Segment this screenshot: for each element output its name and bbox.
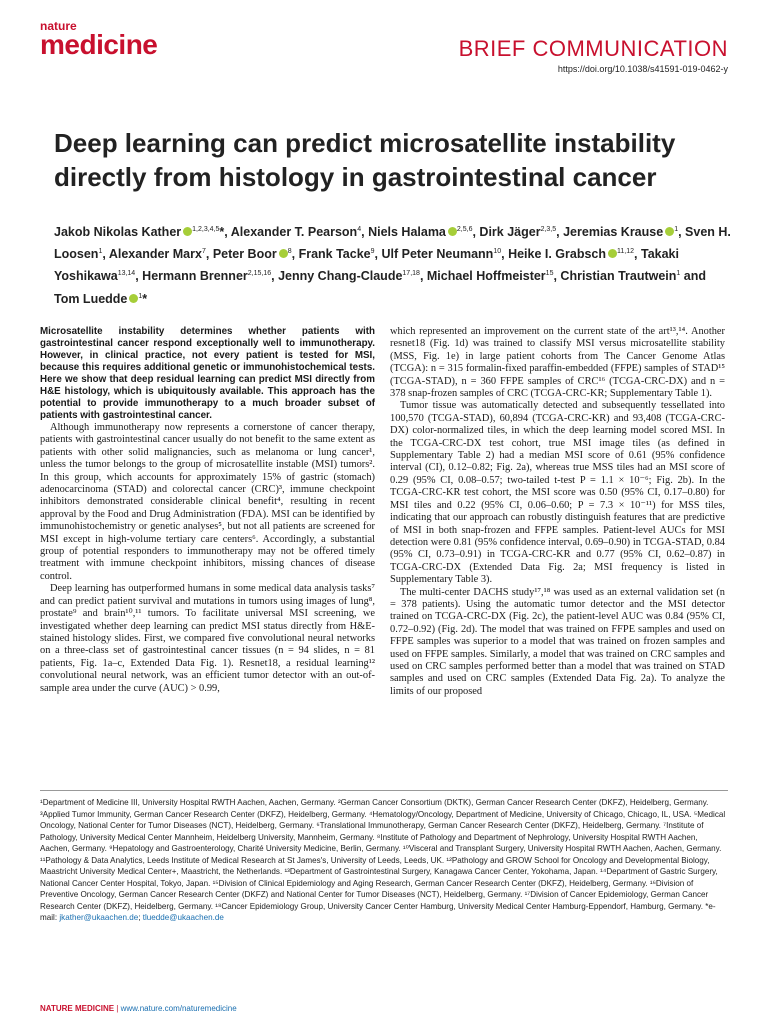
- author-separator: and: [680, 269, 707, 284]
- email-separator: ;: [138, 913, 143, 922]
- author[interactable]: [563, 225, 685, 239]
- article-type-banner: [459, 36, 728, 74]
- author-separator: ,: [361, 225, 369, 240]
- article-type: BRIEF COMMUNICATION: [458, 36, 728, 61]
- author-name: Niels Halama: [368, 225, 446, 240]
- affiliation-superscript: 17,18: [402, 270, 420, 278]
- affiliation-superscript: 4: [357, 226, 362, 233]
- author[interactable]: [231, 225, 368, 239]
- affiliation-superscript: 11,12: [617, 248, 635, 256]
- body-column-right: [390, 326, 725, 698]
- author-name: Alexander Marx: [108, 247, 202, 262]
- affiliation-superscript: 7: [201, 248, 206, 256]
- footer-separator: |: [114, 1004, 121, 1013]
- author-separator: ,: [556, 225, 564, 240]
- affiliation-superscript: 2,5,6: [456, 226, 473, 233]
- affiliation-superscript: 13,14: [117, 270, 136, 278]
- author[interactable]: [54, 292, 147, 306]
- author-separator: ,: [634, 247, 641, 262]
- author-separator: ,: [419, 269, 427, 284]
- logo-nature: nature: [40, 19, 77, 33]
- email-link[interactable]: tluedde@ukaachen.de: [142, 913, 224, 922]
- orcid-icon[interactable]: [608, 249, 617, 258]
- affiliation-superscript: 8: [287, 248, 292, 256]
- author-separator: ,: [553, 269, 561, 284]
- author-name: Dirk Jäger: [479, 225, 541, 240]
- author-separator: ,: [291, 247, 299, 262]
- author[interactable]: [109, 247, 213, 261]
- author-name: Sven H. Loosen: [54, 225, 731, 262]
- doi-link[interactable]: https://doi.org/10.1038/s41591-019-0462-y: [557, 64, 728, 74]
- author[interactable]: [54, 225, 231, 239]
- affiliation-superscript: 1: [676, 270, 681, 278]
- affiliation-superscript: 15: [545, 270, 554, 278]
- author-name: Takaki Yoshikawa: [54, 247, 679, 284]
- affiliation-superscript: 1: [138, 292, 143, 300]
- affiliation-superscript: 9: [370, 248, 375, 256]
- author-separator: ,: [678, 225, 686, 240]
- body-paragraph: which represented an improvement on the current state of the art¹³,¹⁴. Another resnet18 (Fig. 1d) was trained to classify MSI versus microsatellite stability (MSS, Fig. 1e) in large patient cohorts from The Cancer Genome Atlas (TCGA): n = 315 formalin-fixed paraffin-embedded (FFPE) samples of STAD¹⁵ (TCGA-STAD), n = 360 FFPE samples of CRC¹⁶ (TCGA-CRC-DX) and n = 378 snap-frozen samples of CRC (TCGA-CRC-KR; Supplementary Table 1).: [390, 326, 725, 400]
- affiliation-superscript: 1: [674, 226, 679, 233]
- author-separator: ,: [205, 247, 213, 262]
- author[interactable]: [278, 269, 427, 283]
- body-paragraph: Although immunotherapy now represents a cornerstone of cancer therapy, patients with gastrointestinal cancer usually do not benefit to the same extent as patients with other solid malignancies, such as melanoma or lung cancer¹, unless the tumor belongs to the group of microsatellite instable (MSI) tumors². In this group, which accounts for approximately 15% of gastric (stomach) adenocarcinoma (STAD) and colorectal cancer (CRC)³, immune checkpoint inhibitors demonstrated considerable clinical benefit⁴, resulting in recent approval by the Food and Drug Administration (FDA). MSI can be identified by immunohistochemistry or genetic analyses⁵, but not all patients are screened for MSI except in high-volume tertiary care centers⁶. Accordingly, a substantial group of potential responders to immunotherapy may not be offered timely treatment with immune checkpoint inhibitors, missing chances of disease control.: [40, 422, 375, 582]
- author-name: Christian Trautwein: [560, 269, 677, 284]
- author-name: Jakob Nikolas Kather: [54, 225, 182, 240]
- author-name: Tom Luedde: [54, 291, 128, 306]
- affiliation-superscript: 10: [493, 248, 502, 256]
- body-paragraph: Deep learning has outperformed humans in some medical data analysis tasks⁷ and can predict patient survival and mutations in tumors using images of lung⁸, prostate⁹ and brain¹⁰,¹¹ tumors. To facilitate universal MSI screening, we investigated whether deep learning can predict MSI status directly from H&E-stained histology slides. First, we compared five convolutional neural networks on a three-class set of gastrointestinal cancer tissues (n = 94 slides, n = 81 patients, Fig. 1a–c, Extended Data Fig. 1). Resnet18, a residual learning¹² convolutional neural network, was an efficient tumor detector with an out-of-sample area under the curve (AUC) > 0.99,: [40, 583, 375, 694]
- body-paragraph: The multi-center DACHS study¹⁷,¹⁸ was used as an external validation set (n = 378 patients). Using the automatic tumor detector and the MSI detector trained on TCGA-CRC-DX (Fig. 2c), the patient-level AUC was 0.84 (95% CI, 0.72–0.92) (Fig. 2d). The model that was trained on FFPE samples and used on FFPE samples was superior to a model that was trained on frozen samples and used on FFPE samples. Similarly, a model that was trained on CRC samples and used on CRC samples performed better than a model that was trained on STAD samples and used on CRC samples (Extended Data Fig. 2a). To analyze the limits of our proposed: [390, 586, 725, 697]
- author[interactable]: [142, 269, 278, 283]
- article-title: Deep learning can predict microsatellite instability directly from histology in gastrointestinal cancer: [54, 128, 676, 192]
- logo-medicine: medicine: [40, 29, 158, 60]
- email-link[interactable]: jkather@ukaachen.de: [59, 913, 139, 922]
- author[interactable]: [213, 247, 299, 261]
- journal-logo: [40, 20, 157, 58]
- author-name: Ulf Peter Neumann: [381, 247, 494, 262]
- page-footer: [40, 1004, 237, 1013]
- author-separator: ,: [102, 247, 109, 262]
- affiliation-superscript: 1,2,3,4,5: [192, 226, 220, 233]
- author-name: Frank Tacke: [298, 247, 371, 262]
- author-name: Alexander T. Pearson: [230, 225, 358, 240]
- author[interactable]: [381, 247, 508, 261]
- author[interactable]: [479, 225, 563, 239]
- author-separator: ,: [501, 247, 509, 262]
- author-name: Jeremias Krause: [563, 225, 664, 240]
- orcid-icon[interactable]: [183, 227, 192, 236]
- affiliation-superscript: 2,15,16: [247, 270, 272, 278]
- author-separator: *,: [219, 225, 231, 240]
- author-separator: ,: [271, 269, 279, 284]
- footer-journal: NATURE MEDICINE: [40, 1004, 115, 1013]
- body-column-left: [40, 326, 375, 695]
- body-paragraph: Tumor tissue was automatically detected and subsequently tessellated into 100,570 (TCGA-STAD), 60,894 (TCGA-CRC-KR) and 93,408 (TCGA-CRC-DX) color-normalized tiles, in which the deep learning model scored MSI. In the TCGA-CRC-DX test cohort, true MSI image tiles (as defined in Supplementary Table 2) had a median MSI score of 0.61 (95% confidence interval (CI), 0.12–0.82; Fig. 2a), whereas true MSS tiles had an MSI score of 0.29 (95% CI, 0.08–0.57; two-tailed t-test P = 1.1 × 10⁻⁶; Fig. 2b). In the TCGA-CRC-KR test cohort, the MSI score was 0.50 (95% CI, 0.17–0.80) for MSI tiles and 0.22 (95% CI, 0.06–0.60; P = 7.3 × 10⁻¹¹) for MSS tiles, indicating that our approach can robustly distinguish features that are predictive of MSI in both snap-frozen and FFPE samples. Patient-level AUCs for MSI detection were 0.81 (95% confidence interval, 0.69–0.90) in TCGA-STAD, 0.84 (95% CI, 0.73–0.91) in TCGA-CRC-KR and 0.77 (95% CI, 0.62–0.87) in TCGA-CRC-DX (Extended Data Fig. 2a; MSI frequency is listed in Supplementary Table 3).: [390, 400, 725, 586]
- affiliations-text: ¹Department of Medicine III, University Hospital RWTH Aachen, Aachen, Germany. ²German Cancer Consortium (DKTK), German Cancer Research Center (DKFZ), Heidelberg, Germany. ³Applied Tumor Immunity, German Cancer Research Center (DKFZ), Heidelberg, Germany. ⁴Hematology/Oncology, Department of Medicine, University of Chicago, Chicago, IL, USA. ⁵Medical Oncology, National Center for Tumor Diseases (NCT), Heidelberg, Germany. ⁶Translational Immunotherapy, German Cancer Research Center (DKFZ), Heidelberg, Germany. ⁷Institute of Pathology, University Medical Center Mannheim, Heidelberg University, Mannheim, Germany. ⁸Institute of Pathology and Department of Nephrology, University Hospital RWTH Aachen, Aachen, Germany. ⁹Hepatology and Gastroenterology, Charité University Medicine, Berlin, Germany. ¹⁰Visceral and Transplant Surgery, University Hospital RWTH Aachen, Aachen, Germany. ¹¹Pathology & Data Analytics, Leeds Institute of Medical Research at St James's, University of Leeds, Leeds, UK. ¹²Pathology and GROW School for Oncology and Developmental Biology, Maastricht University Medical Center+, Maastricht, the Netherlands. ¹³Department of Gastrointestinal Surgery, Kanagawa Cancer Center, Yokohama, Japan. ¹⁴Department of Gastric Surgery, National Cancer Center Hospital, Tokyo, Japan. ¹⁵Division of Clinical Epidemiology and Aging Research, German Cancer Research Center (DKFZ), Heidelberg, Germany. ¹⁶Division of Preventive Oncology, German Cancer Research Center (DKFZ) and National Center for Tumor Diseases (NCT), Heidelberg, Germany. ¹⁷Division of Cancer Epidemiology, German Cancer Research Center (DKFZ), Heidelberg, Germany. ¹⁸Cancer Epidemiology Group, University Cancer Center Hamburg, University Medical Center Hamburg-Eppendorf, Hamburg, Germany. *e-mail:: [40, 798, 726, 922]
- author-name: Michael Hoffmeister: [426, 269, 546, 284]
- orcid-icon[interactable]: [448, 227, 457, 236]
- author-name: Peter Boor: [212, 247, 277, 262]
- author[interactable]: [508, 247, 641, 261]
- author[interactable]: [299, 247, 382, 261]
- affiliations: [40, 797, 728, 924]
- affiliation-superscript: 1: [98, 248, 103, 256]
- orcid-icon[interactable]: [279, 249, 288, 258]
- author-separator: ,: [135, 269, 143, 284]
- footer-url[interactable]: www.nature.com/naturemedicine: [120, 1004, 237, 1013]
- affiliation-superscript: 2,3,5: [540, 226, 557, 233]
- author-separator: ,: [472, 225, 480, 240]
- author[interactable]: [427, 269, 561, 283]
- abstract: Microsatellite instability determines whether patients with gastrointestinal cancer respond exceptionally well to immunotherapy. However, in clinical practice, not every patient is tested for MSI, because this requires additional genetic or immunohistochemical tests. Here we show that deep residual learning can predict MSI directly from H&E histology, which is ubiquitously available. This approach has the potential to provide immunotherapy to a much broader subset of patients with gastrointestinal cancer.: [40, 326, 375, 421]
- author-name: Heike I. Grabsch: [508, 247, 607, 262]
- author-separator: ,: [374, 247, 382, 262]
- author-list: [54, 220, 734, 309]
- author-separator: *: [142, 291, 148, 306]
- orcid-icon[interactable]: [665, 227, 674, 236]
- author-name: Jenny Chang-Claude: [278, 269, 403, 284]
- author[interactable]: [560, 269, 706, 283]
- footnote-divider: [40, 790, 728, 791]
- author-name: Hermann Brenner: [142, 269, 248, 284]
- author[interactable]: [368, 225, 479, 239]
